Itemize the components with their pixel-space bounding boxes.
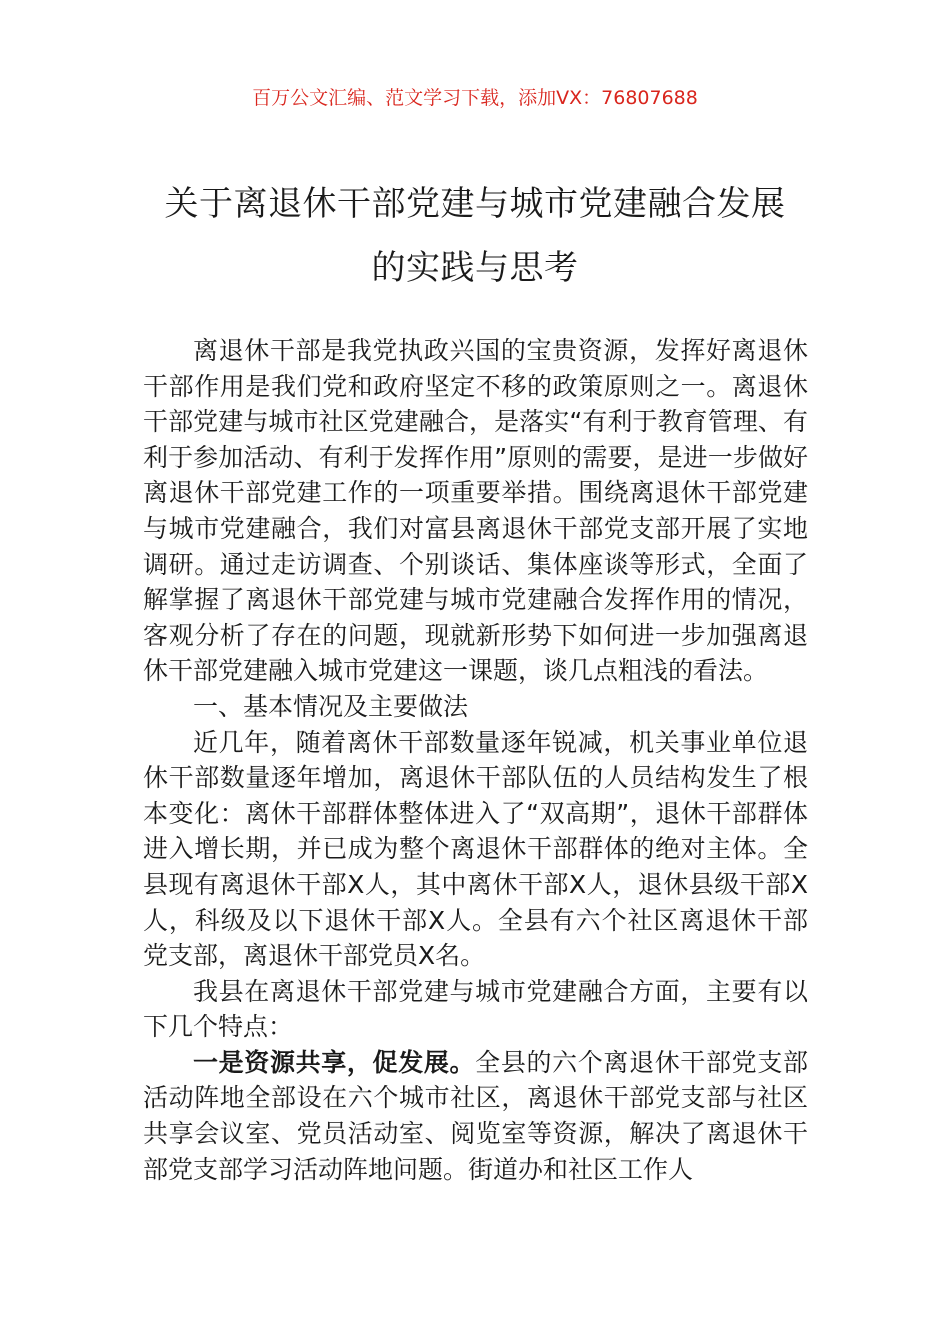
title-line-2: 的实践与思考 [371, 248, 579, 288]
document-body [143, 333, 808, 1187]
feature-1-heading: 一是资源共享，促发展。 [193, 1047, 476, 1077]
feature-1-text: 全县的六个离退休干部党支部活动阵地全部设在六个城市社区，离退休干部党支部与社区共享会议室、党员活动室、阅览室等资源，解决了离退休干部党支部学习活动阵地问题。街道办和社区工作人 [143, 1047, 808, 1184]
section-heading-1: 一、基本情况及主要做法 [193, 691, 469, 721]
paragraph-intro: 离退休干部是我党执政兴国的宝贵资源，发挥好离退休干部作用是我们党和政府坚定不移的政策原则之一。离退休干部党建与城市社区党建融合，是落实“有利于教育管理、有利于参加活动、有利于发挥作用”原则的需要，是进一步做好离退休干部党建工作的一项重要举措。围绕离退休干部党建与城市党建融合，我们对富县离退休干部党支部开展了实地调研。通过走访调查、个别谈话、集体座谈等形式，全面了解掌握了离退休干部党建与城市党建融合发挥作用的情况，客观分析了存在的问题，现就新形势下如何进一步加强离退休干部党建融入城市党建这一课题，谈几点粗浅的看法。 [143, 336, 808, 686]
paragraph-features-intro: 我县在离退休干部党建与城市党建融合方面，主要有以下几个特点： [143, 976, 808, 1042]
document-title [100, 172, 850, 300]
promo-header: 百万公文汇编、范文学习下载，添加VX：76807688 [252, 87, 698, 109]
paragraph-basic-situation: 近几年，随着离休干部数量逐年锐减，机关事业单位退休干部数量逐年增加，离退休干部队伍的人员结构发生了根本变化：离休干部群体整体进入了“双高期”，退休干部群体进入增长期，并已成为整个离退休干部群体的绝对主体。全县现有离退休干部X人，其中离休干部X人，退休县级干部X人，科级及以下退休干部X人。全县有六个社区离退休干部党支部，离退休干部党员X名。 [143, 727, 808, 971]
paragraph-feature-1 [143, 1045, 808, 1187]
title-line-1: 关于离退休干部党建与城市党建融合发展 [164, 184, 786, 224]
